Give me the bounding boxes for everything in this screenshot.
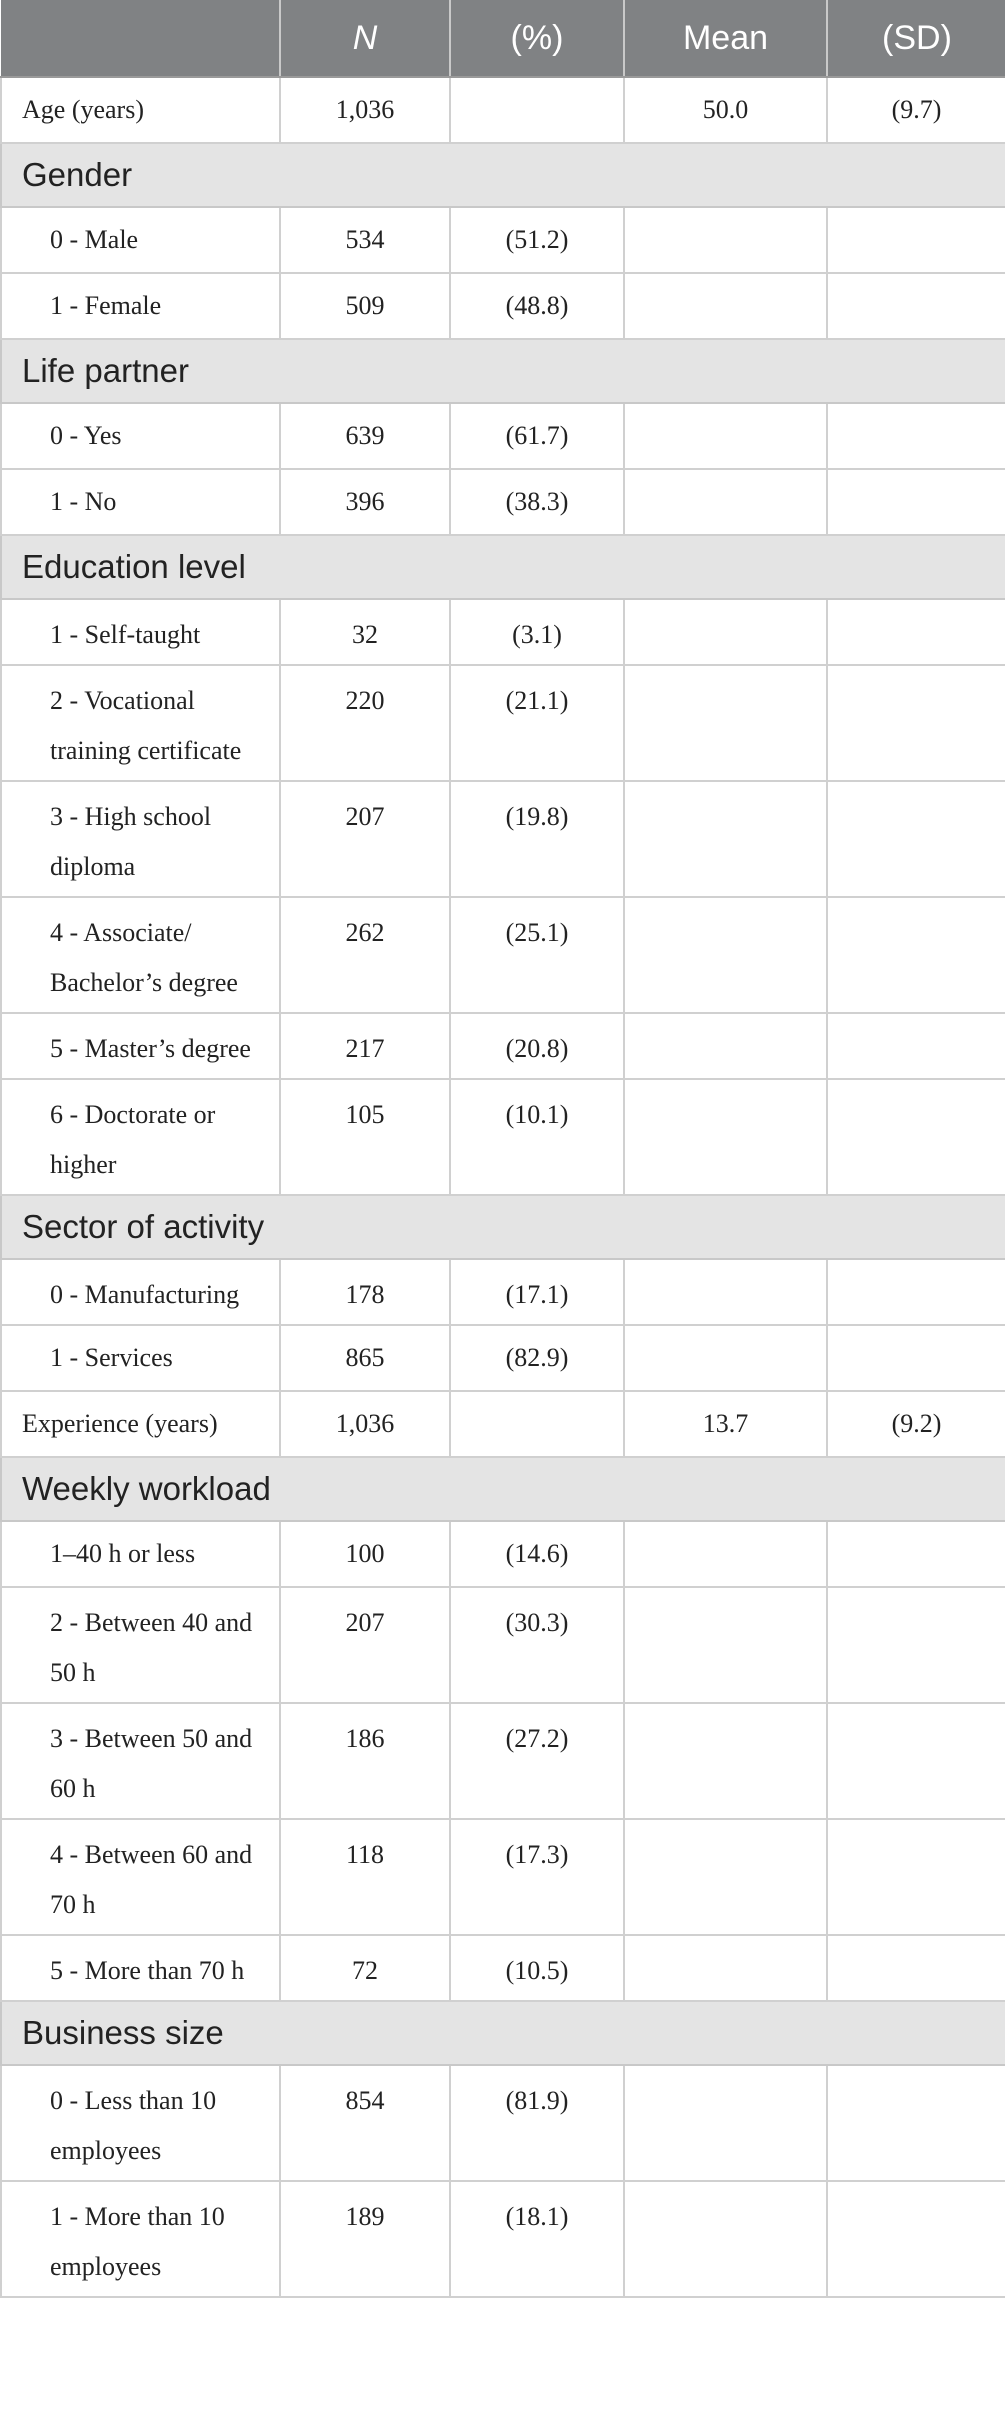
cell-percent: (51.2) bbox=[450, 207, 624, 273]
table-row bbox=[1, 1819, 1005, 1935]
cell-mean bbox=[624, 1587, 827, 1703]
cell-mean bbox=[624, 1013, 827, 1079]
cell-mean: 50.0 bbox=[624, 77, 827, 143]
cell-sd bbox=[827, 1079, 1005, 1195]
section-title: Life partner bbox=[1, 339, 1005, 403]
cell-sd bbox=[827, 599, 1005, 665]
section-row-gender bbox=[1, 143, 1005, 207]
row-label: 3 - Between 50 and 60 h bbox=[1, 1703, 280, 1819]
cell-n: 72 bbox=[280, 1935, 450, 2001]
cell-n: 854 bbox=[280, 2065, 450, 2181]
row-label: 0 - Male bbox=[1, 207, 280, 273]
cell-percent: (81.9) bbox=[450, 2065, 624, 2181]
cell-percent: (10.1) bbox=[450, 1079, 624, 1195]
cell-sd: (9.2) bbox=[827, 1391, 1005, 1457]
cell-percent: (20.8) bbox=[450, 1013, 624, 1079]
cell-percent: (61.7) bbox=[450, 403, 624, 469]
cell-mean: 13.7 bbox=[624, 1391, 827, 1457]
section-title: Education level bbox=[1, 535, 1005, 599]
row-label: 1 - Female bbox=[1, 273, 280, 339]
section-title: Sector of activity bbox=[1, 1195, 1005, 1259]
table-row bbox=[1, 207, 1005, 273]
cell-percent: (21.1) bbox=[450, 665, 624, 781]
table-row bbox=[1, 1703, 1005, 1819]
cell-percent: (18.1) bbox=[450, 2181, 624, 2297]
cell-sd bbox=[827, 1013, 1005, 1079]
cell-percent: (27.2) bbox=[450, 1703, 624, 1819]
cell-sd bbox=[827, 2181, 1005, 2297]
cell-n: 100 bbox=[280, 1521, 450, 1587]
cell-mean bbox=[624, 403, 827, 469]
table-header bbox=[1, 0, 1005, 77]
row-label: Age (years) bbox=[1, 77, 280, 143]
cell-sd bbox=[827, 1325, 1005, 1391]
table-row bbox=[1, 2181, 1005, 2297]
section-title: Gender bbox=[1, 143, 1005, 207]
cell-sd bbox=[827, 1521, 1005, 1587]
cell-mean bbox=[624, 1079, 827, 1195]
cell-n: 534 bbox=[280, 207, 450, 273]
header-row bbox=[1, 0, 1005, 77]
cell-sd bbox=[827, 1703, 1005, 1819]
cell-mean bbox=[624, 599, 827, 665]
cell-sd bbox=[827, 1259, 1005, 1325]
cell-mean bbox=[624, 1935, 827, 2001]
table-row bbox=[1, 1259, 1005, 1325]
cell-sd bbox=[827, 1935, 1005, 2001]
cell-sd bbox=[827, 781, 1005, 897]
row-label: Experience (years) bbox=[1, 1391, 280, 1457]
row-label: 1 - Self-taught bbox=[1, 599, 280, 665]
table-row bbox=[1, 1521, 1005, 1587]
row-label: 0 - Manufacturing bbox=[1, 1259, 280, 1325]
cell-n: 639 bbox=[280, 403, 450, 469]
section-title: Weekly workload bbox=[1, 1457, 1005, 1521]
table-row bbox=[1, 1325, 1005, 1391]
cell-n: 178 bbox=[280, 1259, 450, 1325]
row-label: 1 - Services bbox=[1, 1325, 280, 1391]
cell-sd bbox=[827, 1819, 1005, 1935]
cell-mean bbox=[624, 1703, 827, 1819]
table-body bbox=[1, 77, 1005, 2297]
header-n: N bbox=[280, 0, 450, 77]
cell-n: 105 bbox=[280, 1079, 450, 1195]
cell-percent bbox=[450, 77, 624, 143]
header-sd: (SD) bbox=[827, 0, 1005, 77]
row-label: 4 - Associate/ Bachelor’s degree bbox=[1, 897, 280, 1013]
row-label: 1–40 h or less bbox=[1, 1521, 280, 1587]
cell-n: 1,036 bbox=[280, 1391, 450, 1457]
table-row bbox=[1, 403, 1005, 469]
row-label: 1 - More than 10 employees bbox=[1, 2181, 280, 2297]
cell-percent: (17.1) bbox=[450, 1259, 624, 1325]
cell-n: 509 bbox=[280, 273, 450, 339]
cell-n: 189 bbox=[280, 2181, 450, 2297]
table-row bbox=[1, 1587, 1005, 1703]
table-row bbox=[1, 273, 1005, 339]
cell-sd bbox=[827, 1587, 1005, 1703]
cell-sd bbox=[827, 403, 1005, 469]
cell-mean bbox=[624, 665, 827, 781]
cell-mean bbox=[624, 1325, 827, 1391]
row-label: 3 - High school diploma bbox=[1, 781, 280, 897]
cell-mean bbox=[624, 897, 827, 1013]
cell-percent: (10.5) bbox=[450, 1935, 624, 2001]
cell-mean bbox=[624, 469, 827, 535]
cell-n: 207 bbox=[280, 781, 450, 897]
table-row bbox=[1, 1013, 1005, 1079]
header-percent: (%) bbox=[450, 0, 624, 77]
cell-mean bbox=[624, 273, 827, 339]
cell-percent: (14.6) bbox=[450, 1521, 624, 1587]
row-label: 4 - Between 60 and 70 h bbox=[1, 1819, 280, 1935]
cell-sd bbox=[827, 897, 1005, 1013]
cell-percent: (82.9) bbox=[450, 1325, 624, 1391]
table-row bbox=[1, 1935, 1005, 2001]
table-row-age bbox=[1, 77, 1005, 143]
table-row bbox=[1, 1079, 1005, 1195]
header-mean: Mean bbox=[624, 0, 827, 77]
cell-mean bbox=[624, 207, 827, 273]
row-label: 5 - Master’s degree bbox=[1, 1013, 280, 1079]
cell-mean bbox=[624, 2065, 827, 2181]
cell-n: 1,036 bbox=[280, 77, 450, 143]
row-label: 5 - More than 70 h bbox=[1, 1935, 280, 2001]
section-title: Business size bbox=[1, 2001, 1005, 2065]
row-label: 6 - Doctorate or higher bbox=[1, 1079, 280, 1195]
table-row-experience bbox=[1, 1391, 1005, 1457]
cell-mean bbox=[624, 2181, 827, 2297]
cell-n: 217 bbox=[280, 1013, 450, 1079]
cell-sd: (9.7) bbox=[827, 77, 1005, 143]
cell-n: 220 bbox=[280, 665, 450, 781]
cell-mean bbox=[624, 1259, 827, 1325]
cell-percent: (30.3) bbox=[450, 1587, 624, 1703]
header-label bbox=[1, 0, 280, 77]
row-label: 2 - Vocational training certificate bbox=[1, 665, 280, 781]
cell-n: 396 bbox=[280, 469, 450, 535]
cell-n: 865 bbox=[280, 1325, 450, 1391]
table-row bbox=[1, 599, 1005, 665]
cell-mean bbox=[624, 781, 827, 897]
row-label: 0 - Less than 10 employees bbox=[1, 2065, 280, 2181]
cell-n: 32 bbox=[280, 599, 450, 665]
section-row-business-size bbox=[1, 2001, 1005, 2065]
cell-percent: (17.3) bbox=[450, 1819, 624, 1935]
cell-percent: (19.8) bbox=[450, 781, 624, 897]
row-label: 2 - Between 40 and 50 h bbox=[1, 1587, 280, 1703]
cell-n: 262 bbox=[280, 897, 450, 1013]
cell-percent bbox=[450, 1391, 624, 1457]
cell-percent: (38.3) bbox=[450, 469, 624, 535]
cell-percent: (48.8) bbox=[450, 273, 624, 339]
cell-sd bbox=[827, 469, 1005, 535]
section-row-life-partner bbox=[1, 339, 1005, 403]
cell-n: 118 bbox=[280, 1819, 450, 1935]
cell-mean bbox=[624, 1819, 827, 1935]
row-label: 1 - No bbox=[1, 469, 280, 535]
cell-percent: (3.1) bbox=[450, 599, 624, 665]
section-row-workload bbox=[1, 1457, 1005, 1521]
section-row-sector bbox=[1, 1195, 1005, 1259]
cell-n: 186 bbox=[280, 1703, 450, 1819]
cell-sd bbox=[827, 665, 1005, 781]
table-row bbox=[1, 897, 1005, 1013]
cell-sd bbox=[827, 273, 1005, 339]
cell-percent: (25.1) bbox=[450, 897, 624, 1013]
cell-mean bbox=[624, 1521, 827, 1587]
section-row-education bbox=[1, 535, 1005, 599]
cell-sd bbox=[827, 2065, 1005, 2181]
table-row bbox=[1, 469, 1005, 535]
table-row bbox=[1, 665, 1005, 781]
table-row bbox=[1, 781, 1005, 897]
row-label: 0 - Yes bbox=[1, 403, 280, 469]
cell-n: 207 bbox=[280, 1587, 450, 1703]
cell-sd bbox=[827, 207, 1005, 273]
table-row bbox=[1, 2065, 1005, 2181]
